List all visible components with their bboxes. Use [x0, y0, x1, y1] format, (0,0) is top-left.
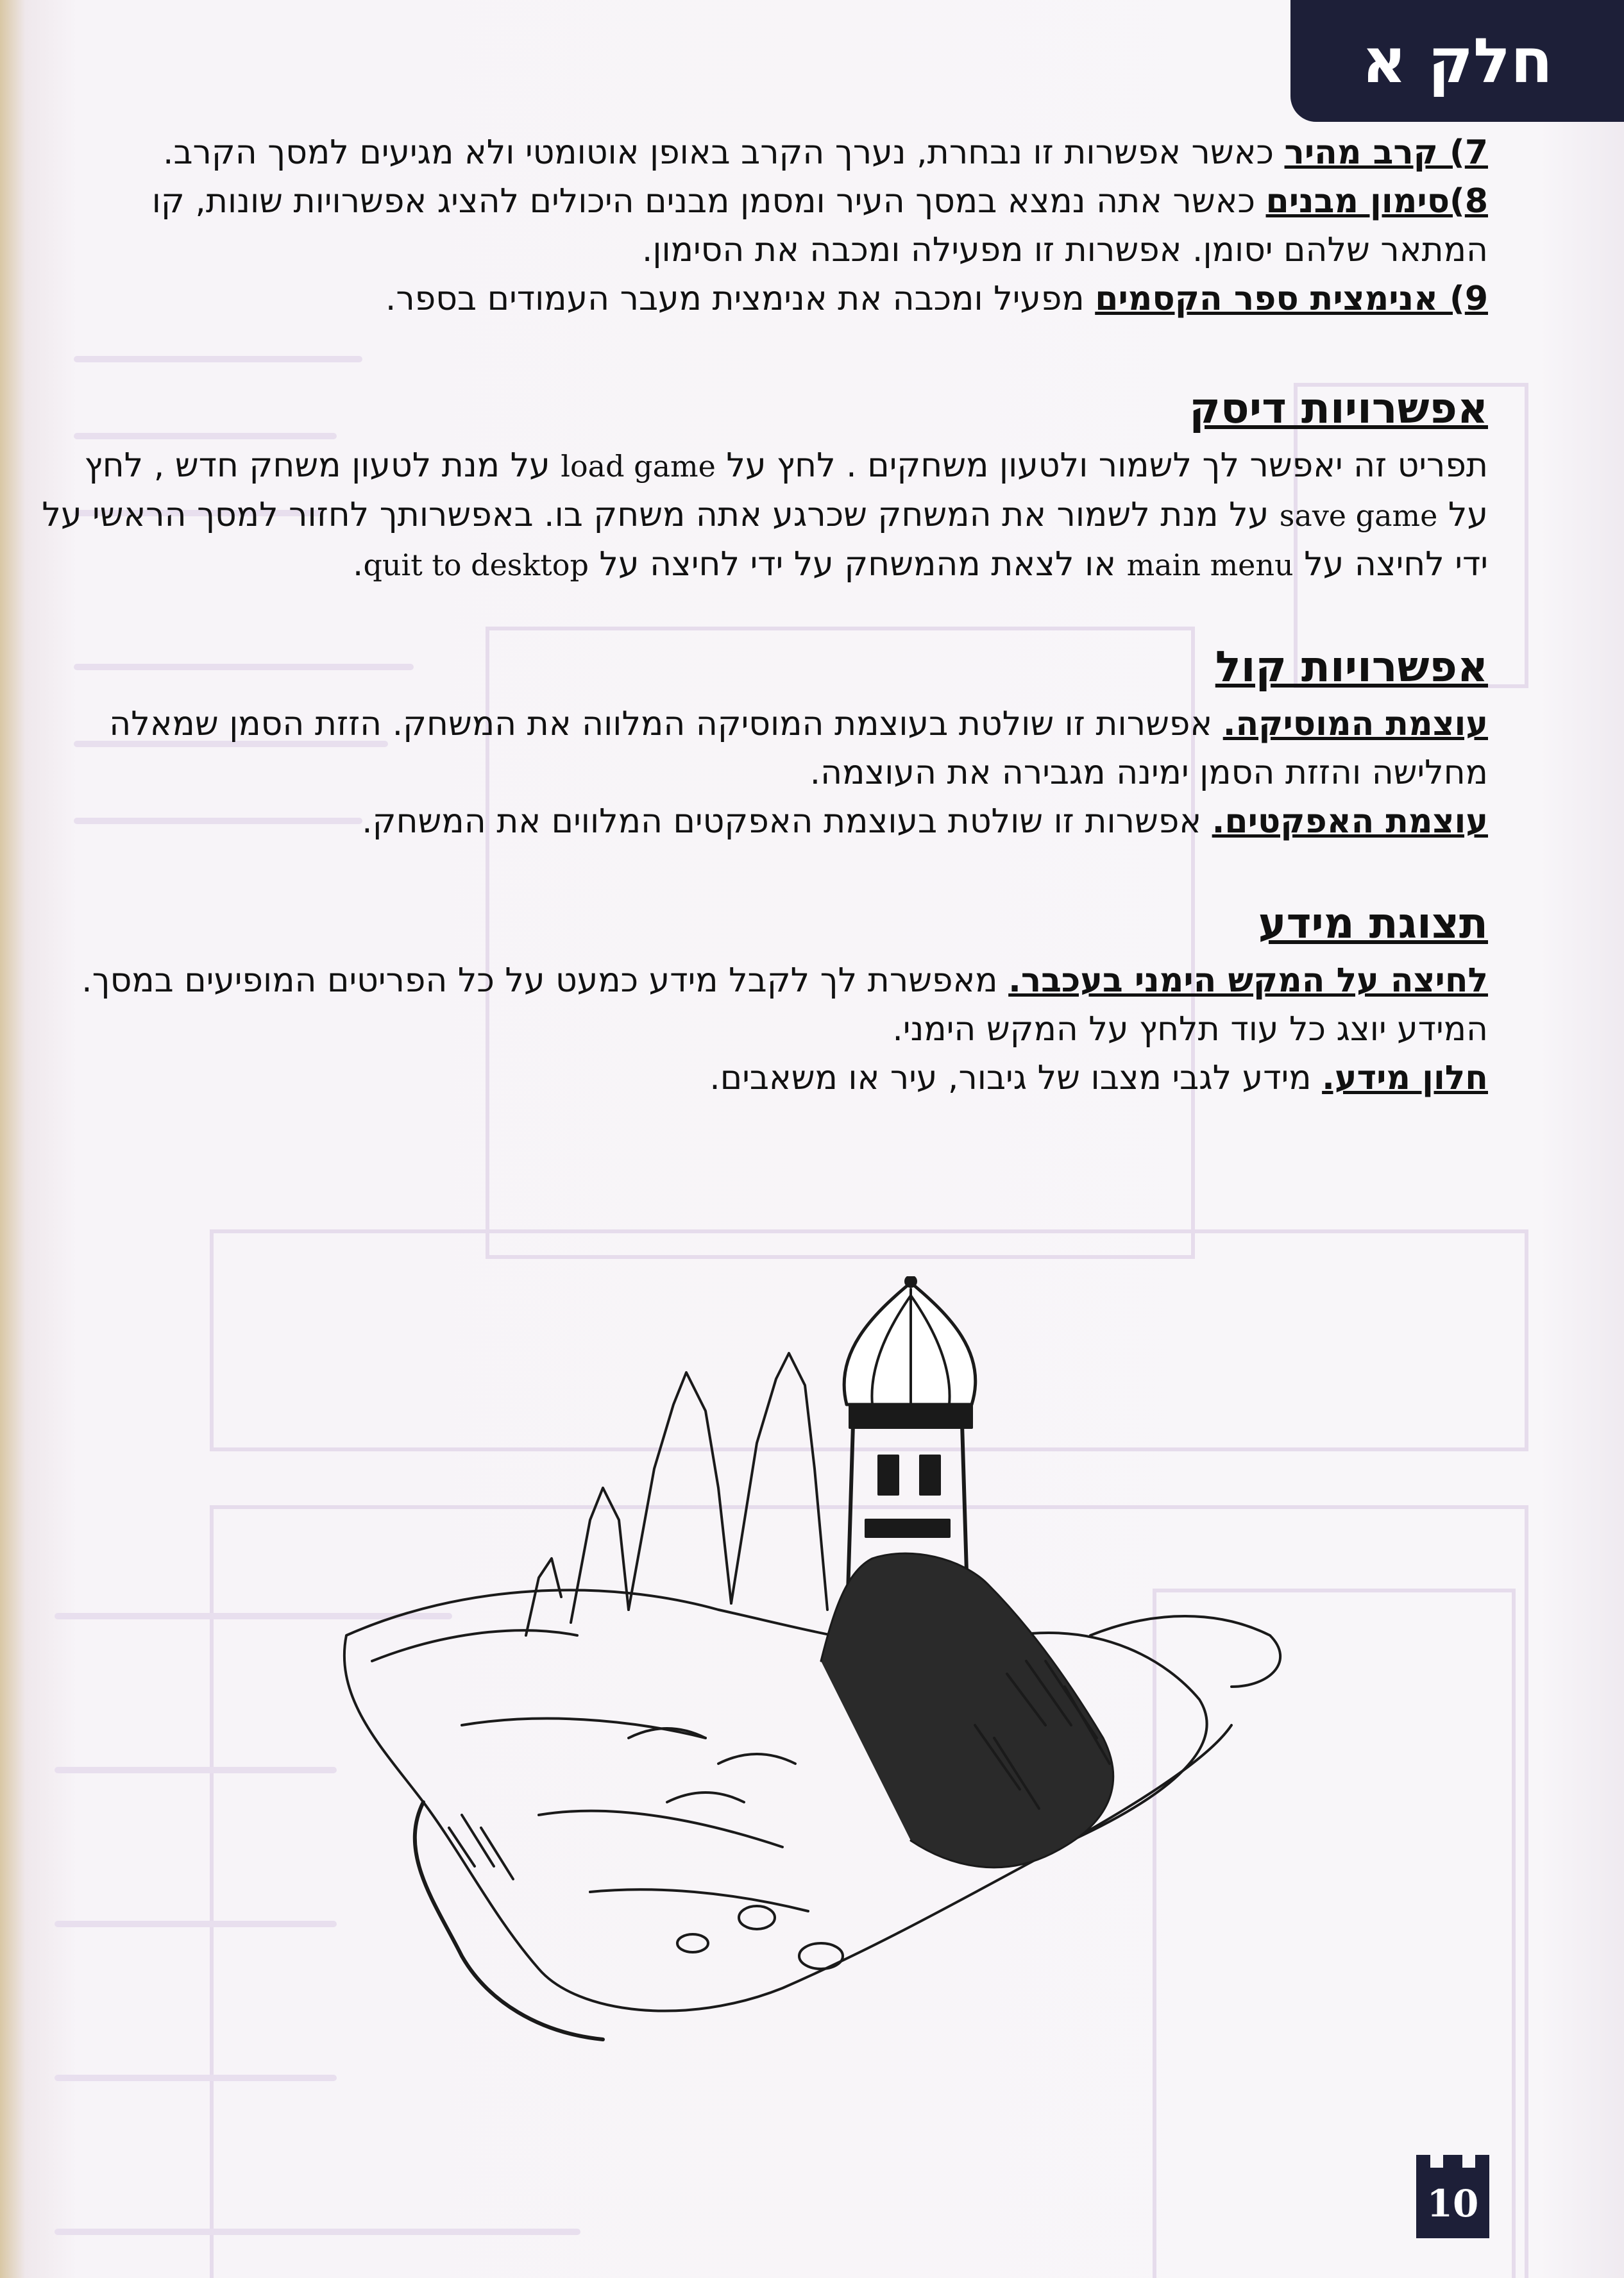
disk-text: תפריט זה יאפשר לך לשמור ולטעון משחקים . לחץ על [715, 446, 1488, 485]
disk-text: על מנת לטעון משחק חדש , לחץ על [84, 446, 1488, 534]
effects-volume-item [38, 797, 1488, 846]
disk-text: על מנת לשמור את המשחק שכרגע אתה משחק בו. באפשרותך לחזור למסך הראשי על ידי לחיצה על [42, 496, 1488, 584]
island-tower-illustration [269, 1276, 1308, 2046]
right-click-text: מאפשרת לך לקבל מידע כמעט על כל הפריטים המופיעים במסך. המידע יוצג כל עוד תלחץ על המקש הימני. [81, 961, 1488, 1049]
disk-text: . [352, 545, 364, 584]
part-label: חלק א [1361, 25, 1553, 97]
quit-to-desktop-label: quit to desktop [363, 548, 589, 582]
part-header-tab [1290, 0, 1624, 122]
disk-section-title: אפשרויות דיסק [1189, 384, 1488, 433]
option-term: 7) קרב מהיר [1284, 133, 1488, 172]
effects-volume-term: עוצמת האפקטים. [1212, 802, 1488, 841]
sound-section-title: אפשרויות קול [1215, 642, 1488, 691]
page-number: 10 [1426, 2182, 1479, 2225]
info-window-item [38, 1054, 1488, 1102]
music-volume-text: אפשרות זו שולטת בעוצמת המוסיקה המלווה את המשחק. הזזת הסמן שמאלה מחלישה והזזת הסמן ימינה מגבירה את העוצמה. [109, 705, 1488, 792]
music-volume-term: עוצמת המוסיקה. [1222, 705, 1488, 743]
page-number-badge [1411, 2142, 1494, 2238]
info-section-title: תצוגת מידע [1258, 899, 1488, 948]
option-item-quick-combat [38, 128, 1488, 177]
option-item-building-outline [38, 177, 1488, 274]
option-term: 8)סימון מבנים [1265, 182, 1488, 221]
music-volume-item [38, 700, 1488, 797]
right-click-term: לחיצה על המקש הימני בעכבר. [1008, 961, 1488, 1000]
option-text: כאשר אפשרות זו נבחרת, נערך הקרב באופן אוטומטי ולא מגיעים למסך הקרב. [162, 133, 1285, 172]
main-menu-label: main menu [1126, 548, 1294, 582]
load-game-label: load game [561, 449, 716, 484]
option-text: כאשר אתה נמצא במסך העיר ומסמן מבנים היכולים להציג אפשרויות שונות, קו המתאר שלהם יסומן. אפשרות זו מפעילה ומכבה את הסימון. [151, 182, 1488, 269]
disk-text: או לצאת מהמשחק על ידי לחיצה על [588, 545, 1127, 584]
info-window-text: מידע לגבי מצבו של גיבור, עיר או משאבים. [709, 1059, 1323, 1097]
save-game-label: save game [1279, 498, 1438, 533]
info-window-term: חלון מידע. [1322, 1059, 1488, 1097]
disk-section-paragraph [38, 441, 1488, 589]
option-item-spellbook-animation [38, 274, 1488, 323]
option-text: מפעיל ומכבה את אנימצית מעבר העמודים בספר. [385, 280, 1095, 318]
effects-volume-text: אפשרות זו שולטת בעוצמת האפקטים המלווים את המשחק. [362, 802, 1212, 841]
right-click-item [38, 956, 1488, 1054]
option-term: 9) אנימצית ספר הקסמים [1095, 280, 1488, 318]
page-content [38, 128, 1488, 1102]
